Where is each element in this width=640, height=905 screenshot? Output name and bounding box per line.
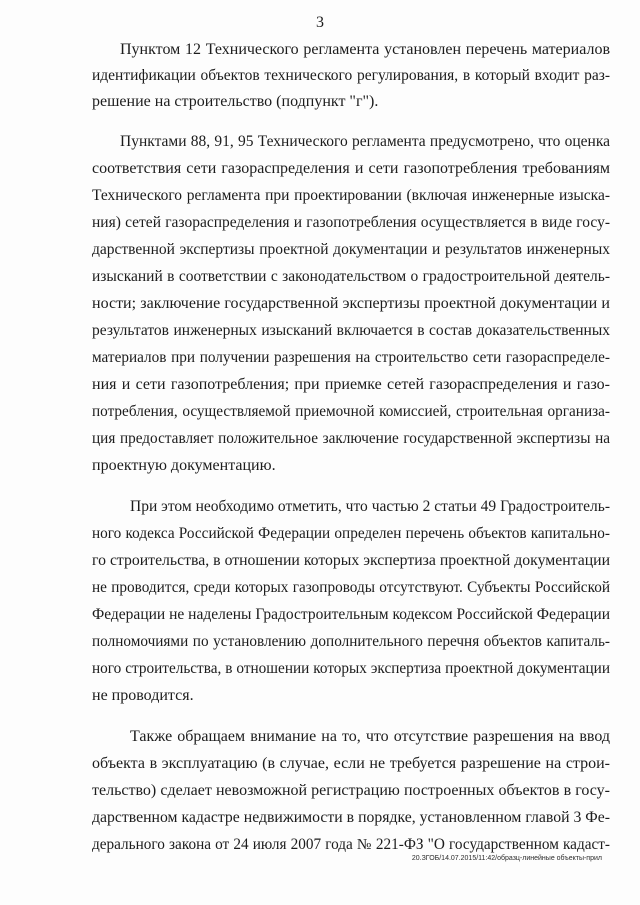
- paragraph-3-line-3: го строительства, в отношении которых экспертиза проектной документации: [92, 552, 610, 569]
- paragraph-2-line-5: дарственной экспертизы проектной документации и результатов инженерных: [92, 241, 610, 258]
- paragraph-2-line-9: материалов при получении разрешения на строительство сети газораспределе-: [92, 349, 610, 366]
- paragraph-2-line-10: ния и сети газопотребления; при приемке сетей газораспределения и газо-: [92, 376, 610, 393]
- paragraph-4-line-3: тельство) сделает невозможной регистрацию построенных объектов в госу-: [92, 782, 610, 799]
- page-number: 3: [316, 14, 324, 31]
- paragraph-1-line-1: Пунктом 12 Технического регламента установлен перечень материалов: [120, 41, 610, 58]
- paragraph-3-line-2: ного кодекса Российской Федерации определен перечень объектов капитально-: [92, 525, 610, 542]
- paragraph-1-line-3: решение на строительство (подпункт "г").: [92, 93, 379, 110]
- paragraph-2-line-3: Технического регламента при проектировании (включая инженерные изыска-: [92, 187, 610, 204]
- paragraph-2-line-12: ция предоставляет положительное заключение государственной экспертизы на: [92, 430, 610, 447]
- paragraph-4-line-5: дерального закона от 24 июля 2007 года № 221-ФЗ "О государственном кадаст-: [92, 836, 610, 853]
- paragraph-2-line-6: изысканий в соответствии с законодательством о градостроительной деятель-: [92, 268, 610, 285]
- paragraph-4-line-2: объекта в эксплуатацию (в случае, если не требуется разрешение на строи-: [92, 755, 610, 772]
- paragraph-3-line-6: полномочиями по установлению дополнительного перечня объектов капиталь-: [92, 633, 610, 650]
- paragraph-1-line-2: идентификации объектов технического регулирования, в который входит раз-: [92, 67, 610, 84]
- paragraph-3-line-8: не проводится.: [92, 687, 194, 704]
- paragraph-3-line-5: Федерации не наделены Градостроительным кодексом Российской Федерации: [92, 606, 610, 623]
- document-footer-code: 20.ЗГОБ/14.07.2015/11:42/образц-линейные объекты-прил: [411, 855, 602, 862]
- paragraph-3-line-1: При этом необходимо отметить, что частью 2 статьи 49 Градостроитель-: [130, 498, 610, 515]
- paragraph-4-line-1: Также обращаем внимание на то, что отсутствие разрешения на ввод: [130, 728, 610, 745]
- paragraph-2-line-13: проектную документацию.: [92, 457, 276, 474]
- paragraph-2-line-7: ности; заключение государственной экспертизы проектной документации и: [92, 295, 610, 312]
- paragraph-4-line-4: дарственном кадастре недвижимости в порядке, установленном главой 3 Фе-: [92, 809, 610, 826]
- paragraph-2-line-8: результатов инженерных изысканий включается в состав доказательственных: [92, 322, 610, 339]
- paragraph-3-line-7: ного строительства, в отношении которых экспертиза проектной документации: [92, 660, 610, 677]
- paragraph-2-line-1: Пунктами 88, 91, 95 Технического регламента предусмотрено, что оценка: [120, 133, 610, 150]
- paragraph-2-line-4: ния) сетей газораспределения и газопотребления осуществляется в виде госу-: [92, 214, 610, 231]
- paragraph-3-line-4: не проводится, среди которых газопроводы отсутствуют. Субъекты Российской: [92, 579, 610, 596]
- paragraph-2-line-11: потребления, осуществляемой приемочной комиссией, строительная организа-: [92, 403, 610, 420]
- paragraph-2-line-2: соответствия сети газораспределения и сети газопотребления требованиям: [92, 160, 610, 177]
